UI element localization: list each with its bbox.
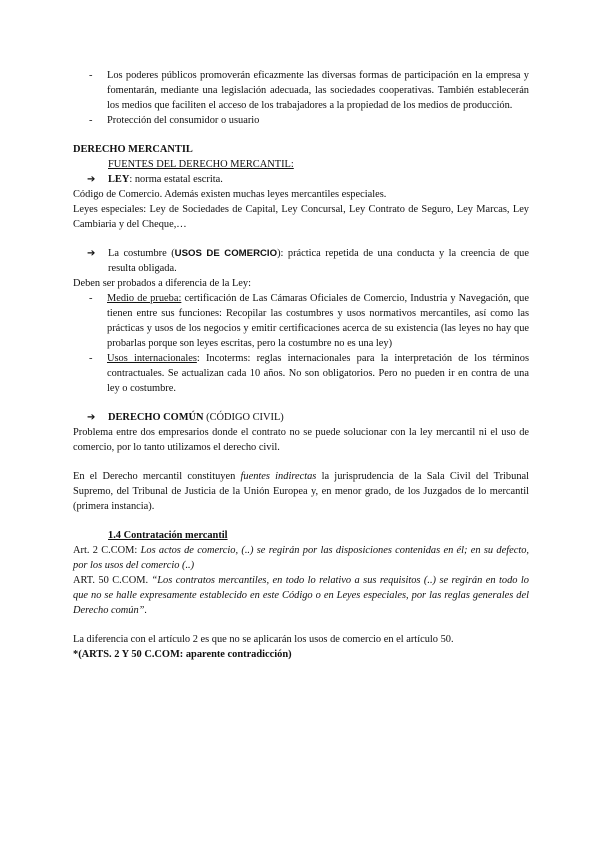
art50-label: ART. 50 C.COM. — [73, 575, 152, 586]
arrow-icon: ➔ — [87, 248, 96, 259]
probados-text: Deben ser probados a diferencia de la Ley: — [73, 278, 252, 289]
usos-pre: La costumbre ( — [108, 248, 175, 259]
indirectas-pre: En el Derecho mercantil constituyen — [73, 471, 241, 482]
medio-text: certificación de Las Cámaras Oficiales de Comercio, Industria y Navegación, que tienen entre sus funciones: Recopilar las costumbres y usos normativos mercantiles, así como las prácticas y usos de los negocios y emitir certificaciones acerca de su existencia (las leyes no hay que probarlas porque son leyes escritas, pero la costumbre no es una ley) — [107, 293, 529, 349]
dash-marker: - — [89, 353, 93, 364]
ley-definition: : norma estatal escrita. — [129, 174, 223, 185]
art50-text: “Los contratos mercantiles, en todo lo relativo a sus requisitos (..) se regirán en todo lo que no se halle expresamente establecido en este Código o en Leyes especiales, por las reglas generales del Derecho común”. — [73, 575, 529, 616]
document-page — [73, 68, 529, 662]
arrow-icon: ➔ — [87, 412, 96, 423]
comun-term: DERECHO COMÚN — [108, 412, 204, 423]
contratacion-heading: 1.4 Contratación mercantil — [108, 530, 228, 541]
comun-text: Problema entre dos empresarios donde el contrato no se puede solucionar con la ley mercantil ni el uso de comercio, por lo tanto utilizamos el derecho civil. — [73, 427, 529, 453]
section-title: DERECHO MERCANTIL — [73, 144, 193, 155]
fuentes-heading: FUENTES DEL DERECHO MERCANTIL: — [108, 159, 294, 170]
leyes-especiales-text: Leyes especiales: Ley de Sociedades de Capital, Ley Concursal, Ley Contrato de Seguro, Ley Marcas, Ley Cambiaria y del Cheque,… — [73, 204, 529, 230]
medio-label: Medio de prueba: — [107, 293, 182, 304]
usos-post: ): práctica repetida de una conducta y la creencia de que resulta obligada. — [108, 248, 529, 274]
aparente-contradiccion: *(ARTS. 2 Y 50 C.COM: aparente contradicción) — [73, 649, 292, 660]
bullet-text: Los poderes públicos promoverán eficazmente las diversas formas de participación en la empresa y fomentarán, mediante una legislación adecuada, las sociedades cooperativas. También establecerán los medios que faciliten el acceso de los trabajadores a la propiedad de los medios de producción. — [107, 70, 529, 111]
bullet-medio-prueba — [73, 291, 529, 351]
bullet-text: Protección del consumidor o usuario — [107, 115, 260, 126]
bullet-consumidor — [73, 113, 529, 128]
codigo-comercio-text: Código de Comercio. Además existen muchas leyes mercantiles especiales. — [73, 189, 387, 200]
usos-item — [73, 246, 529, 276]
usos-term: USOS DE COMERCIO — [174, 248, 278, 259]
usos-int-text: : Incoterms: reglas internacionales para la interpretación de los términos contractuales. Se actualizan cada 10 años. No son obligatorios. Pero no pueden ir en contra de una ley o costumbre. — [107, 353, 529, 394]
dash-marker: - — [89, 115, 93, 126]
dash-marker: - — [89, 70, 93, 81]
indirectas-post: la jurisprudencia de la Sala Civil del Tribunal Supremo, del Tribunal de Justicia de la Unión Europea y, en menor grado, de los Juzgados de lo mercantil (primera instancia). — [73, 471, 530, 512]
comun-item — [73, 410, 529, 425]
bullet-usos-internacionales — [73, 351, 529, 396]
ley-item — [73, 172, 529, 187]
ley-term: LEY — [108, 174, 130, 185]
comun-rest: (CÓDIGO CIVIL) — [203, 412, 284, 423]
fuentes-indirectas-paragraph — [73, 469, 529, 514]
bullet-participacion — [73, 68, 529, 113]
art2-label: Art. 2 C.COM: — [73, 545, 141, 556]
indirectas-em: fuentes indirectas — [240, 471, 317, 482]
diferencia-text: La diferencia con el artículo 2 es que no se aplicarán los usos de comercio en el artículo 50. — [73, 634, 454, 645]
dash-marker: - — [89, 293, 93, 304]
art2-paragraph — [73, 543, 529, 573]
art50-paragraph — [73, 573, 529, 618]
arrow-icon: ➔ — [87, 174, 96, 185]
usos-int-label: Usos internacionales — [107, 353, 197, 364]
art2-text: Los actos de comercio, (..) se regirán por las disposiciones contenidas en él; en su defecto, por los usos del comercio (..) — [73, 545, 529, 571]
